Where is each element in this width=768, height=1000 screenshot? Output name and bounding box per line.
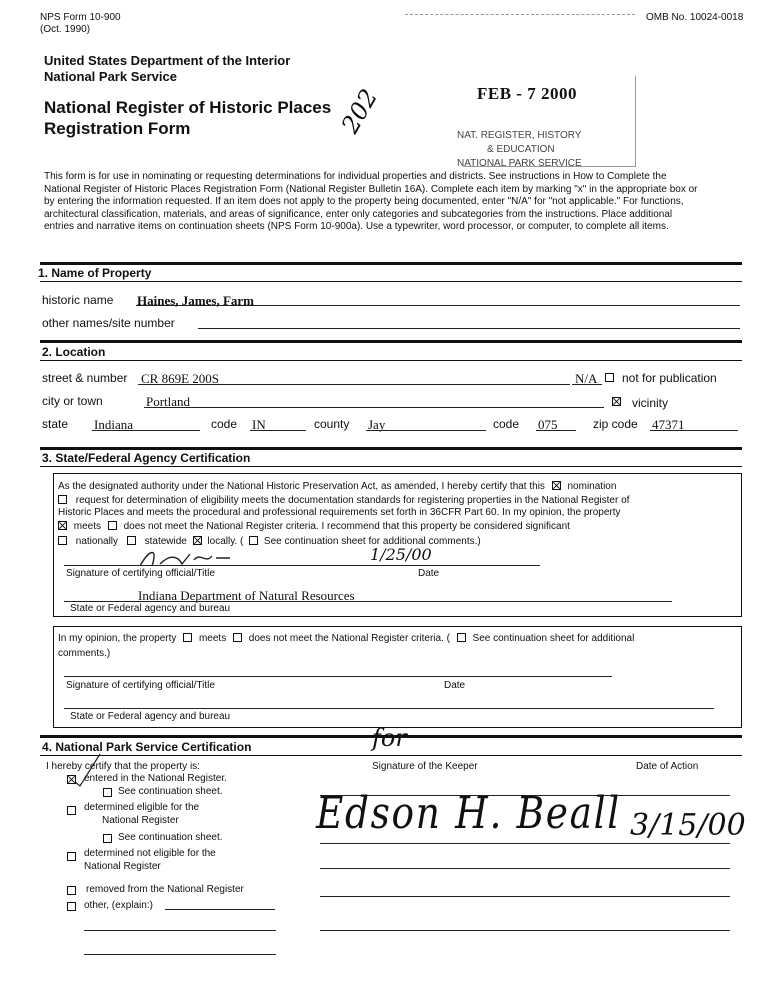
opinion-date-label: Date bbox=[444, 680, 466, 691]
section3-title: 3. State/Federal Agency Certification bbox=[42, 451, 251, 465]
state-line bbox=[92, 430, 200, 431]
stamp-line3: NATIONAL PARK SERVICE bbox=[457, 158, 582, 169]
city-label: city or town bbox=[42, 394, 103, 408]
removed-checkbox[interactable] bbox=[67, 886, 76, 895]
meets-checkbox[interactable] bbox=[58, 521, 67, 530]
agency-label: State or Federal agency and bureau bbox=[70, 603, 231, 614]
county-code-line bbox=[536, 430, 576, 431]
see-continuation-label-1: See continuation sheet. bbox=[118, 786, 223, 797]
not-for-publication-label: not for publication bbox=[622, 371, 717, 385]
request-checkbox[interactable] bbox=[58, 495, 67, 504]
certification-text bbox=[58, 480, 738, 549]
does-not-meet-checkbox[interactable] bbox=[108, 521, 117, 530]
vicinity-label: vicinity bbox=[632, 396, 669, 410]
opinion-label: In my opinion, the property bbox=[58, 633, 177, 644]
instructions-line1: This form is for use in nominating or requesting determinations for individual properties and districts. See instructions in How to Complete the bbox=[44, 171, 667, 182]
state-code-label: code bbox=[211, 417, 238, 431]
locally-label: locally. ( bbox=[207, 536, 244, 547]
historic-name-line bbox=[136, 305, 740, 306]
certifying-date-handwritten: 1/25/00 bbox=[370, 545, 432, 564]
entered-label: entered in the National Register. bbox=[84, 773, 227, 784]
see-continuation-checkbox-2[interactable] bbox=[103, 834, 112, 843]
stamp-line2: & EDUCATION bbox=[487, 144, 555, 155]
meets-label: meets bbox=[73, 520, 102, 532]
removed-label: removed from the National Register bbox=[86, 884, 244, 895]
opinion-signature-label: Signature of certifying official/Title bbox=[66, 680, 215, 691]
eligible-label-1: determined eligible for the bbox=[84, 802, 200, 813]
keeper-signature: Edson H. Beall bbox=[316, 788, 621, 839]
cert-line4 bbox=[58, 520, 738, 534]
instructions-line3: by entering the information requested. If an item does not apply to the property being documented, enter "N/A" for "not applicable." For functions, bbox=[44, 196, 684, 207]
nomination-checkbox[interactable] bbox=[552, 481, 561, 490]
county-label: county bbox=[314, 417, 350, 431]
section1-underline bbox=[40, 281, 742, 282]
not-eligible-label-1: determined not eligible for the bbox=[84, 848, 216, 859]
eligible-line[interactable] bbox=[320, 843, 730, 844]
county-code-label: code bbox=[493, 417, 520, 431]
not-for-publication-checkbox[interactable] bbox=[605, 373, 614, 382]
service-name: National Park Service bbox=[44, 69, 177, 84]
street-value[interactable]: CR 869E 200S bbox=[141, 371, 220, 386]
na-value[interactable]: N/A bbox=[575, 371, 598, 386]
nationally-label: nationally bbox=[75, 536, 119, 547]
street-label: street & number bbox=[42, 371, 128, 385]
section2-rule bbox=[40, 340, 742, 343]
keeper-signature-label: Signature of the Keeper bbox=[372, 761, 478, 772]
historic-name-label: historic name bbox=[42, 293, 114, 307]
cert-line1 bbox=[58, 480, 738, 494]
not-eligible-line[interactable] bbox=[320, 868, 730, 869]
section1-title: 1. Name of Property bbox=[38, 266, 152, 280]
na-line bbox=[572, 384, 602, 385]
section2-underline bbox=[40, 360, 742, 361]
cert-date-label: Date bbox=[418, 568, 440, 579]
nationally-checkbox[interactable] bbox=[58, 536, 67, 545]
county-code-value[interactable]: 075 bbox=[538, 417, 558, 432]
state-code-value[interactable]: IN bbox=[252, 417, 266, 432]
stamp-top-rule bbox=[405, 14, 635, 15]
county-line bbox=[366, 430, 486, 431]
department-name: United States Department of the Interior bbox=[44, 53, 291, 68]
section2-title: 2. Location bbox=[42, 345, 106, 359]
omb-number: OMB No. 10024-0018 bbox=[646, 12, 744, 23]
opinion-meets-checkbox[interactable] bbox=[183, 633, 192, 642]
removed-line[interactable] bbox=[320, 896, 730, 897]
instructions-line2: National Register of Historic Places Registration Form (National Register Bulletin 16A). Complete each item by marking "x" in the appropriate box or bbox=[44, 183, 698, 195]
other-label: other, (explain:) bbox=[84, 900, 153, 911]
opinion-meets-label: meets bbox=[198, 633, 227, 644]
eligible-label-2: National Register bbox=[102, 815, 179, 826]
nomination-label: nomination bbox=[567, 481, 617, 492]
does-not-meet-label: does not meet the National Register criteria. I recommend that this property be considered significant bbox=[123, 520, 570, 532]
other-line-3[interactable] bbox=[84, 954, 276, 955]
other-names-label: other names/site number bbox=[42, 316, 175, 330]
section4-underline bbox=[40, 755, 742, 756]
stamp-line1: NAT. REGISTER, HISTORY bbox=[457, 130, 582, 141]
for-handwritten: for bbox=[372, 724, 407, 752]
keeper-intro: I hereby certify that the property is: bbox=[46, 761, 200, 772]
form-title-line2: Registration Form bbox=[44, 119, 191, 138]
opinion-agency-line[interactable] bbox=[64, 708, 714, 709]
other-line-1[interactable] bbox=[165, 909, 275, 910]
other-keeper-line[interactable] bbox=[320, 930, 730, 931]
statewide-label: statewide bbox=[144, 536, 187, 547]
instructions-line5: entries and narrative items on continuation sheets (NPS Form 10-900a). Use a typewriter, word processor, or computer, to complete all items. bbox=[44, 221, 669, 232]
zip-line bbox=[650, 430, 738, 431]
other-line-2[interactable] bbox=[84, 930, 276, 931]
date-of-action-label: Date of Action bbox=[636, 761, 699, 772]
other-checkbox[interactable] bbox=[67, 902, 76, 911]
opinion-text bbox=[58, 632, 738, 660]
opinion-line2: comments.) bbox=[58, 647, 111, 659]
action-date-handwritten: 3/15/00 bbox=[630, 808, 746, 843]
instructions-line4: architectural classification, materials, and areas of significance, enter only categories and subcategories from the instructions. Place additional bbox=[44, 208, 673, 220]
cert-signature-line bbox=[64, 565, 540, 566]
cert-line2 bbox=[58, 494, 738, 508]
state-label: state bbox=[42, 417, 69, 431]
continuation-checkbox-2[interactable] bbox=[457, 633, 466, 642]
historic-name-value[interactable]: Haines, James, Farm bbox=[137, 293, 254, 308]
received-stamp bbox=[405, 14, 640, 172]
not-eligible-checkbox[interactable] bbox=[67, 852, 76, 861]
city-value[interactable]: Portland bbox=[146, 394, 191, 409]
other-names-line[interactable] bbox=[198, 328, 740, 329]
section4-title: 4. National Park Service Certification bbox=[42, 740, 252, 754]
city-line bbox=[144, 407, 604, 408]
instructions-paragraph bbox=[44, 171, 744, 234]
see-continuation-checkbox-1[interactable] bbox=[103, 788, 112, 797]
form-title-line1: National Register of Historic Places bbox=[44, 98, 332, 117]
cert-signature-label: Signature of certifying official/Title bbox=[66, 568, 215, 579]
section3-underline bbox=[40, 466, 742, 467]
eligible-checkbox[interactable] bbox=[67, 806, 76, 815]
form-number: NPS Form 10-900 bbox=[40, 12, 121, 23]
cert-line3: Historic Places and meets the procedural and professional requirements set forth in 36CFR Part 60. In my opinion, the property bbox=[58, 507, 621, 518]
cert-line1-text: As the designated authority under the National Historic Preservation Act, as amended, I hereby certify that this bbox=[58, 481, 545, 492]
stamp-date: FEB - 7 2000 bbox=[477, 84, 577, 103]
street-line bbox=[138, 384, 570, 385]
opinion-not-meet-label: does not meet the National Register criteria. ( bbox=[248, 633, 450, 644]
opinion-signature-line[interactable] bbox=[64, 676, 612, 677]
handwritten-number: 202 bbox=[336, 84, 384, 138]
agency-value[interactable]: Indiana Department of Natural Resources bbox=[138, 588, 355, 603]
section1-rule bbox=[40, 262, 742, 265]
vicinity-checkbox[interactable] bbox=[612, 397, 621, 406]
section3-rule bbox=[40, 447, 742, 450]
zip-value[interactable]: 47371 bbox=[652, 417, 685, 432]
entered-checkbox[interactable] bbox=[67, 775, 76, 784]
form-date: (Oct. 1990) bbox=[40, 24, 91, 35]
see-continuation-label-2: See continuation sheet. bbox=[118, 832, 223, 843]
continuation-label-1: See continuation sheet for additional comments.) bbox=[263, 536, 481, 547]
opinion-not-meet-checkbox[interactable] bbox=[233, 633, 242, 642]
county-value[interactable]: Jay bbox=[368, 417, 386, 432]
opinion-agency-label: State or Federal agency and bureau bbox=[70, 711, 231, 722]
continuation-label-2: See continuation sheet for additional bbox=[472, 633, 635, 644]
not-eligible-label-2: National Register bbox=[84, 861, 161, 872]
zip-label: zip code bbox=[593, 417, 638, 431]
opinion-line1 bbox=[58, 632, 738, 646]
state-value[interactable]: Indiana bbox=[94, 417, 133, 432]
agency-line bbox=[64, 601, 672, 602]
state-code-line bbox=[250, 430, 306, 431]
cert-line2-text: request for determination of eligibility meets the documentation standards for registering properties in the National Register of bbox=[75, 494, 630, 506]
